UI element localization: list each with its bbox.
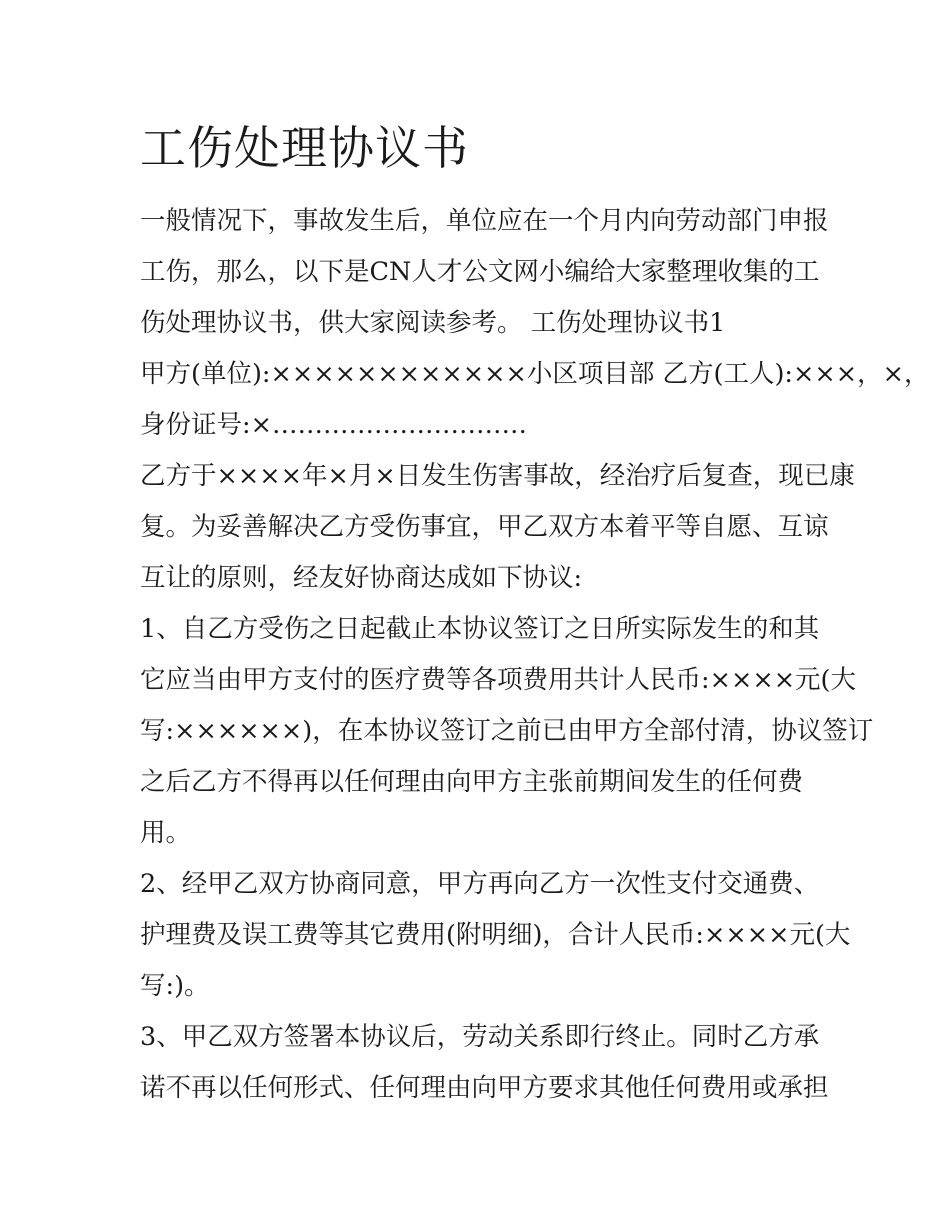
text-line: 伤处理协议书，供大家阅读参考。 工伤处理协议书1 — [140, 308, 726, 338]
text-line: 乙方于××××年×月×日发生伤害事故，经治疗后复查，现已康 — [140, 461, 855, 491]
text-line: 工伤，那么，以下是CN人才公文网小编给大家整理收集的工 — [140, 257, 820, 287]
text-line: 写:××××××)，在本协议签订之前已由甲方全部付清，协议签订 — [140, 716, 874, 746]
text-line: 用。 — [140, 818, 192, 848]
text-line: 诺不再以任何形式、任何理由向甲方要求其他任何费用或承担 — [140, 1073, 829, 1103]
document-title: 工伤处理协议书 — [140, 121, 469, 175]
text-line: 2、经甲乙双方协商同意，甲方再向乙方一次性支付交通费、 — [140, 869, 820, 899]
text-line: 身份证号:×………………………… — [140, 410, 527, 440]
text-line: 写:)。 — [140, 971, 210, 1001]
text-line: 1、自乙方受伤之日起截止本协议签订之日所实际发生的和其 — [140, 614, 820, 644]
text-line: 它应当由甲方支付的医疗费等各项费用共计人民币:××××元(大 — [140, 665, 857, 695]
text-line: 复。为妥善解决乙方受伤事宜，甲乙双方本着平等自愿、互谅 — [140, 512, 829, 542]
text-line: 互让的原则，经友好协商达成如下协议: — [140, 563, 583, 593]
text-line: 3、甲乙双方签署本协议后，劳动关系即行终止。同时乙方承 — [140, 1022, 820, 1052]
text-line: 之后乙方不得再以任何理由向甲方主张前期间发生的任何费 — [140, 767, 804, 797]
text-line: 护理费及误工费等其它费用(附明细)，合计人民币:××××元(大 — [140, 920, 851, 950]
text-line: 一般情况下，事故发生后，单位应在一个月内向劳动部门申报 — [140, 206, 829, 236]
document-body — [140, 196, 930, 1114]
text-line: 甲方(单位):××××××××××××小区项目部 乙方(工人):×××，×， — [140, 359, 930, 389]
